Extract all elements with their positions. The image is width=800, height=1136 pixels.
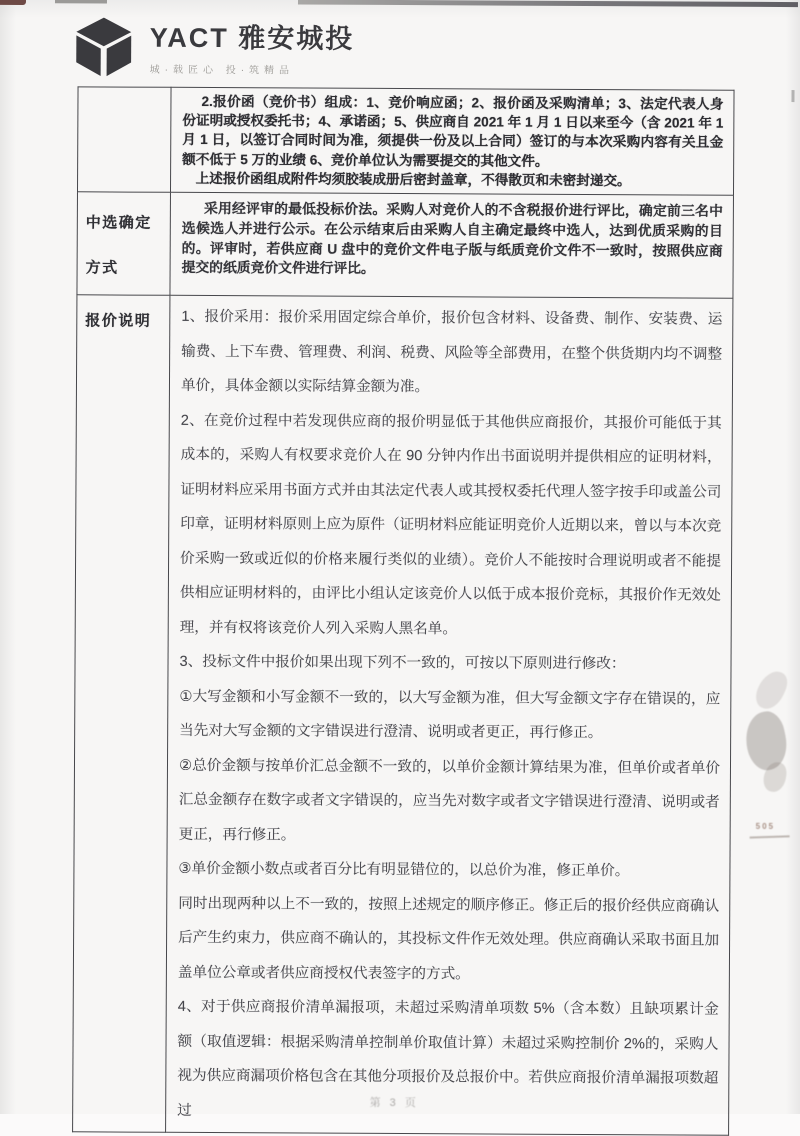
row-label-empty	[77, 87, 171, 193]
paragraph: 上述报价函组成附件均须胶装成册后密封盖章，不得散页和未密封递交。	[195, 170, 631, 189]
paragraph: ③单价金额小数点或者百分比有明显错位的，以总价为准，修正单价。	[178, 860, 630, 880]
stamp-blob	[741, 708, 792, 773]
cube-logo-icon	[74, 16, 134, 78]
row-content-selection-method	[170, 192, 734, 298]
table-row	[73, 295, 733, 1135]
scan-edge-artifact-red	[0, 0, 26, 5]
logo-title: YACT 雅安城投	[149, 22, 355, 54]
paragraph: 采用经评审的最低投标价法。采购人对竞价人的不含税报价进行评比，确定前三名中选候选人并进行公示。在公示结束后由采购人自主确定最终中选人，达到优质采购的目的。评审时，若供应商 U 盘中的竞价文件电子版与纸质竞价文件不一致时，按照供应商提交的纸质竞价文件进行评比。	[181, 200, 723, 277]
scan-edge-artifact-gray	[55, 0, 107, 3]
stamp-number: 505	[755, 821, 776, 831]
row-content-quotation-notes	[166, 295, 733, 1135]
row-label-selection-method: 中选确定方式	[77, 192, 171, 295]
logo-tagline: 城·载匠心 投·筑精品	[149, 64, 295, 77]
paragraph: ①大写金额和小写金额不一致的，以大写金额为准，但大写金额文字存在错误的，应当先对大写金额的文字错误进行澄清、说明或者更正，再行修正。	[179, 688, 721, 742]
right-edge-mark	[791, 90, 794, 102]
paragraph: 3、投标文件中报价如果出现下列不一致的，可按以下原则进行修改：	[179, 653, 626, 673]
paragraph: 1、报价采用：报价采用固定综合单价，报价包含材料、设备费、制作、安装费、运输费、上下车费、管理费、利润、税费、风险等全部费用，在整个供货期内均不调整单价，具体金额以实际结算金额为准。	[180, 308, 723, 396]
paragraph: ②总价金额与按单价汇总金额不一致的，以单价金额计算结果为准，但单价或者单价汇总金额存在数字或者文字错误的，应当先对数字或者文字错误进行澄清、说明或者更正，再行修正。	[178, 757, 721, 843]
stamp-blob	[762, 761, 788, 794]
paragraph: 2.报价函（竞价书）组成：1、竞价响应函；2、报价函及采购清单；3、法定代表人身份证明或授权委托书；4、承诺函；5、供应商自 2021 年 1 月 1 日以来至今（含 2021 年 1 月 1 日，以签订合同时间为准，须提供一份及以上合同）签订的与本次采购内容有关且金额不低于 5 万的业绩 6、竞价单位认为需要提交的其他文件。	[182, 93, 724, 169]
row-label-quotation-notes: 报价说明	[73, 295, 170, 1132]
table-row	[77, 87, 734, 195]
paragraph: 4、对于供应商报价清单漏报项，未超过采购清单项数 5%（含本数）且缺项累计金额（取值逻辑：根据采购清单控制单价取值计算）未超过采购控制价 2%的，采购人视为供应商漏项价格包含在其他分项报价及总报价中。若供应商报价清单漏报项数超过	[177, 998, 719, 1119]
stamp-blob	[751, 666, 791, 713]
document-table	[72, 86, 734, 1135]
table-row	[77, 192, 734, 298]
paragraph: 2、在竞价过程中若发现供应商的报价明显低于其他供应商报价，其报价可能低于其成本的，采购人有权要求竞价人在 90 分钟内作出书面说明并提供相应的证明材料，证明材料应采用书面方式并由其法定代表人或其授权委托代理人签字按手印或盖公司印章，证明材料原则上应为原件（证明材料应能证明竞价人近期以来，曾以与本次竞价采购一致或近似的价格来履行类似的业绩）。竞价人不能按时合理说明或者不能提供相应证明材料的，由评比小组认定该竞价人以低于成本报价竞标，其报价作无效处理，并有权将该竞价人列入采购人黑名单。	[179, 412, 722, 637]
scan-edge-artifact-strip	[298, 0, 798, 7]
paragraph: 同时出现两种以上不一致的，按照上述规定的顺序修正。修正后的报价经供应商确认后产生约束力，供应商不确认的，其投标文件作无效处理。供应商确认采取书面且加盖单位公章或者供应商授权代表签字的方式。	[177, 895, 720, 982]
company-logo	[74, 16, 355, 79]
row-content-bid-letter-composition	[170, 87, 734, 195]
page-number: 第 3 页	[369, 1096, 419, 1110]
stamp-underline	[750, 835, 790, 838]
bleed-through-stamp	[738, 670, 797, 860]
